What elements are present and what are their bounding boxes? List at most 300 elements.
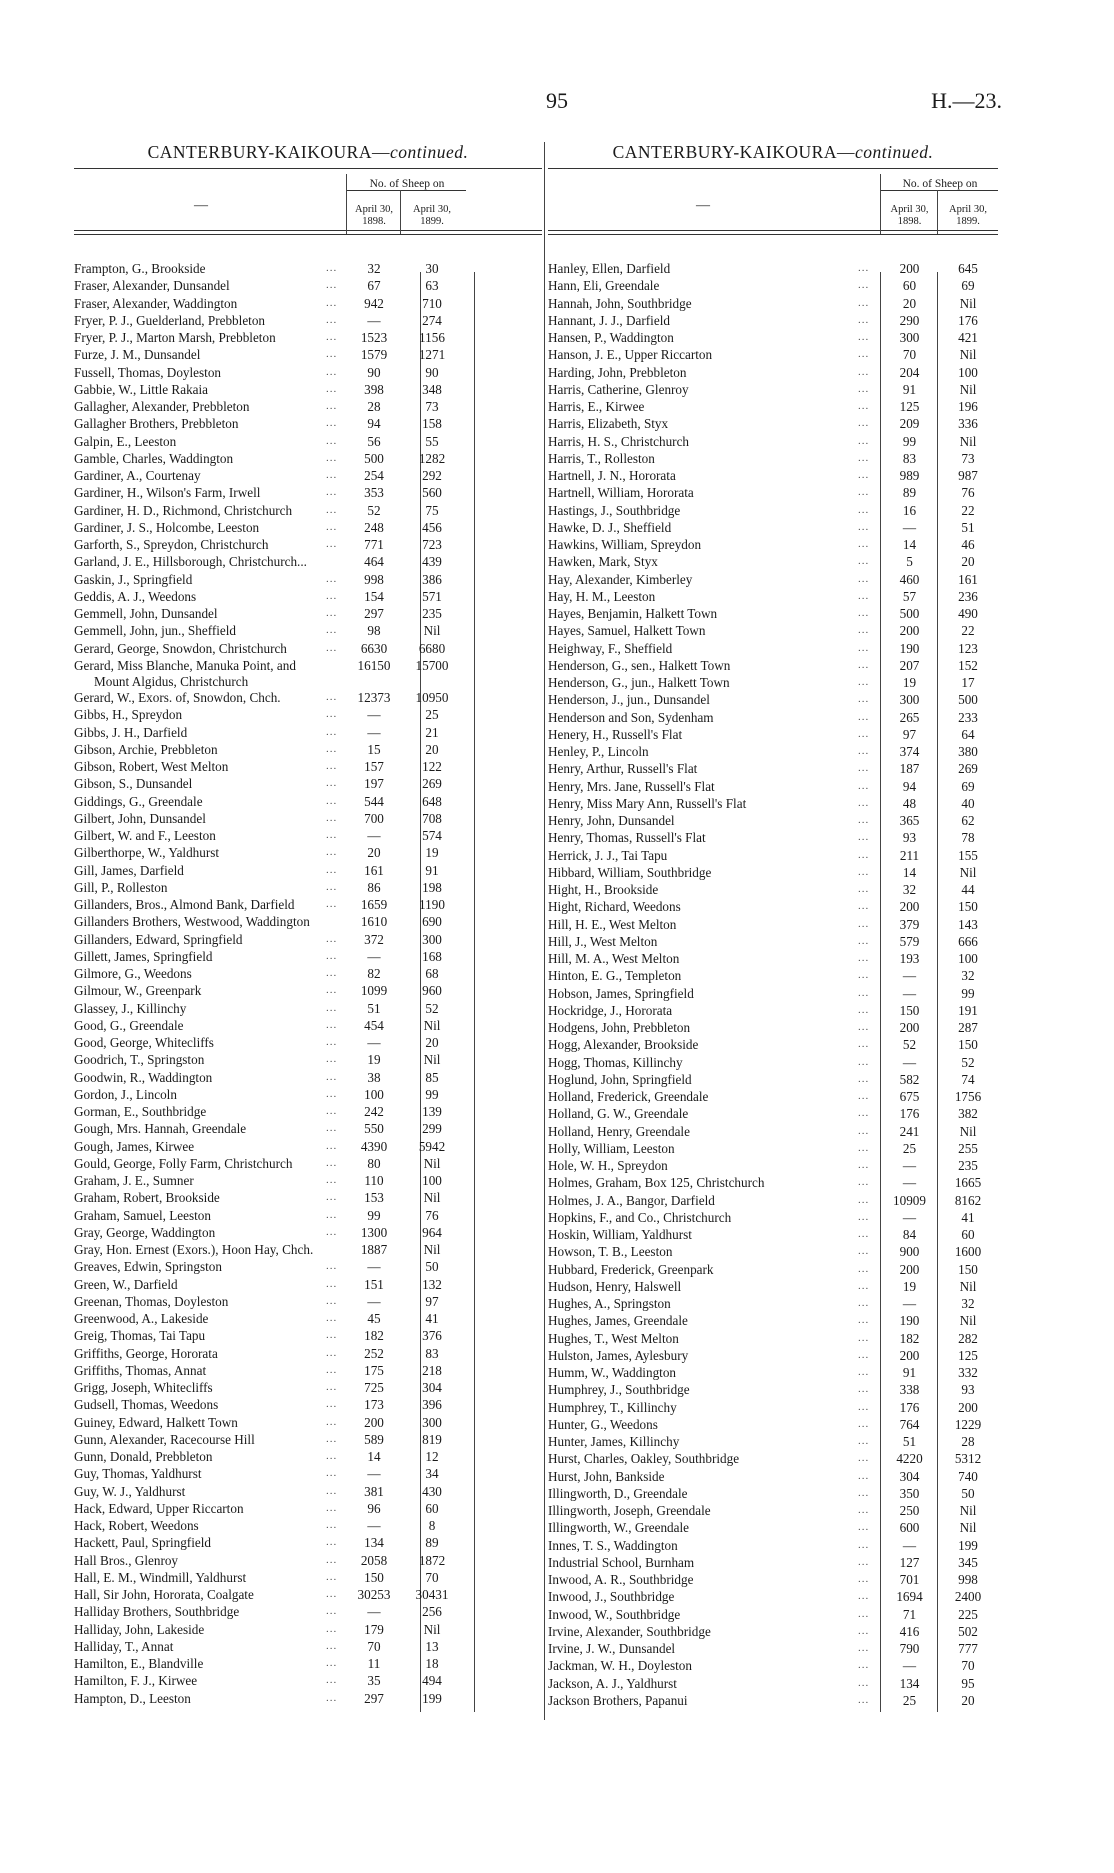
sheep-count-1898: 372 xyxy=(364,931,384,947)
leader-dots: ... xyxy=(326,296,338,309)
sheep-count-1898: 32 xyxy=(367,261,381,276)
owner-name: Gerard, Miss Blanche, Manuka Point, and xyxy=(74,657,296,673)
sheep-count-1899: Nil xyxy=(959,1503,977,1518)
owner-name: Irvine, Alexander, Southbridge xyxy=(548,1623,711,1639)
table-row xyxy=(74,1552,542,1569)
owner-name: Greenwood, A., Lakeside xyxy=(74,1311,209,1326)
leader-dots: ... xyxy=(326,932,338,945)
owner-name: Gabbie, W., Little Rakaia xyxy=(74,381,209,397)
owner-name: Humphrey, J., Southbridge xyxy=(548,1382,690,1398)
table-row xyxy=(548,795,998,812)
owner-name: Gamble, Charles, Waddington xyxy=(74,450,234,466)
sheep-count-1899: 571 xyxy=(422,588,442,604)
sheep-count-1898: 207 xyxy=(899,657,920,673)
owner-name: Hurst, Charles, Oakley, Southbridge xyxy=(548,1451,740,1467)
header-divider xyxy=(400,190,401,234)
sheep-count-1899: 73 xyxy=(961,450,975,466)
sheep-count-1899: 645 xyxy=(958,261,978,276)
leader-dots: ... xyxy=(326,1519,338,1531)
sheep-count-1898: 398 xyxy=(364,381,384,397)
sheep-count-1899: 723 xyxy=(422,537,442,552)
table-row xyxy=(74,896,542,913)
sheep-count-1898: 176 xyxy=(899,1399,920,1415)
owner-name: Gemmell, John, Dunsandel xyxy=(74,606,218,621)
header-rule-group xyxy=(346,190,466,191)
sheep-count-1898: 25 xyxy=(902,1692,917,1708)
table-row xyxy=(548,898,998,915)
sheep-count-1899: 63 xyxy=(425,278,439,294)
sheep-count-1898: 5 xyxy=(906,554,913,570)
table-row xyxy=(548,950,998,967)
sheep-count-1899: 28 xyxy=(961,1434,975,1449)
header-group-label: No. of Sheep on xyxy=(369,178,445,190)
owner-name: Henry, Thomas, Russell's Flat xyxy=(548,830,706,846)
leader-dots: ... xyxy=(858,348,870,361)
owner-name: Hunter, James, Killinchy xyxy=(548,1434,680,1449)
owner-name: Hanley, Ellen, Darfield xyxy=(548,261,671,276)
sheep-count-1898: 304 xyxy=(899,1468,920,1484)
sheep-count-1899: 74 xyxy=(961,1071,975,1087)
owner-name: Goodrich, T., Springston xyxy=(74,1052,205,1068)
sheep-count-1899: Nil xyxy=(423,1017,441,1033)
table-row xyxy=(74,295,542,312)
sheep-count-1898: — xyxy=(367,948,381,964)
sheep-count-1899: 336 xyxy=(958,416,978,432)
leader-dots: ... xyxy=(858,1624,870,1637)
sheep-count-1898: 70 xyxy=(367,1638,381,1654)
sheep-count-1899: 218 xyxy=(422,1362,442,1378)
sheep-count-1899: 20 xyxy=(425,1035,439,1050)
leader-dots: ... xyxy=(858,1090,870,1102)
leader-dots: ... xyxy=(858,1452,870,1465)
table-row xyxy=(74,706,542,723)
sheep-count-1899: 332 xyxy=(958,1365,978,1380)
header-rule-top xyxy=(74,168,542,169)
sheep-count-1899: 1756 xyxy=(954,1089,982,1104)
owner-name: Halliday Brothers, Southbridge xyxy=(74,1604,240,1620)
sheep-count-1898: 4390 xyxy=(360,1138,388,1154)
leader-dots: ... xyxy=(858,969,870,982)
left-title-italic: continued. xyxy=(389,142,469,162)
table-row xyxy=(74,519,542,536)
table-row xyxy=(74,827,542,844)
table-row xyxy=(548,760,998,777)
sheep-count-1899: 91 xyxy=(425,862,439,878)
owner-name: Gunn, Alexander, Racecourse Hill xyxy=(74,1431,255,1447)
leader-dots: ... xyxy=(326,742,338,755)
owner-name: Harris, Elizabeth, Styx xyxy=(548,416,669,432)
owner-name: Hamilton, F. J., Kirwee xyxy=(74,1673,198,1689)
owner-name: Heighway, F., Sheffield xyxy=(548,640,673,656)
owner-name: Hogg, Thomas, Killinchy xyxy=(548,1054,683,1070)
right-title-italic: continued. xyxy=(854,142,934,162)
table-row xyxy=(548,881,998,898)
sheep-count-1898: 989 xyxy=(899,468,920,483)
sheep-count-1898: 20 xyxy=(902,295,917,311)
sheep-count-1899: 198 xyxy=(422,879,442,895)
owner-name: Inwood, J., Southbridge xyxy=(548,1589,675,1605)
owner-name: Hannah, John, Southbridge xyxy=(548,295,692,311)
sheep-count-1898: 701 xyxy=(899,1572,920,1587)
table-row xyxy=(548,864,998,881)
owner-name: Mount Algidus, Christchurch xyxy=(94,674,249,689)
leader-dots: ... xyxy=(326,434,338,447)
sheep-count-1899: 235 xyxy=(422,606,442,621)
leader-dots: ... xyxy=(858,952,870,964)
sheep-count-1899: 998 xyxy=(958,1572,978,1587)
sheep-count-1899: 960 xyxy=(422,983,442,999)
sheep-count-1898: 550 xyxy=(364,1121,384,1137)
owner-name: Hawkins, William, Spreydon xyxy=(548,537,702,552)
sheep-count-1899: Nil xyxy=(959,1123,977,1139)
leader-dots: ... xyxy=(326,1053,338,1066)
table-row xyxy=(548,260,998,277)
owner-name: Gaskin, J., Springfield xyxy=(74,571,193,587)
sheep-count-1899: 199 xyxy=(958,1537,978,1553)
sheep-count-1898: 48 xyxy=(902,795,917,811)
owner-name: Hibbard, William, Southbridge xyxy=(548,864,712,880)
sheep-count-1899: 304 xyxy=(422,1380,442,1395)
sheep-count-1898: 91 xyxy=(902,381,917,397)
owner-name: Gilmore, G., Weedons xyxy=(74,966,192,981)
owner-name: Gough, James, Kirwee xyxy=(74,1138,195,1154)
owner-name: Inwood, W., Southbridge xyxy=(548,1606,681,1622)
sheep-count-1898: 1099 xyxy=(360,983,388,999)
sheep-count-1899: 150 xyxy=(958,899,978,915)
sheep-count-1898: 790 xyxy=(899,1641,920,1656)
sheep-count-1898: 84 xyxy=(902,1227,917,1242)
sheep-count-1898: 242 xyxy=(364,1104,384,1119)
table-row xyxy=(548,1364,998,1381)
table-row xyxy=(74,1207,542,1224)
owner-name: Henry, John, Dunsandel xyxy=(548,813,675,828)
owner-name: Frampton, G., Brookside xyxy=(74,261,206,276)
leader-dots: ... xyxy=(326,691,338,703)
owner-name: Hackett, Paul, Springfield xyxy=(74,1535,211,1551)
table-row xyxy=(548,1105,998,1122)
table-row xyxy=(74,1327,542,1344)
sheep-count-1898: 771 xyxy=(364,537,384,552)
owner-name: Hack, Robert, Weedons xyxy=(74,1518,199,1533)
sheep-count-1898: 25 xyxy=(902,1140,917,1156)
sheep-count-1899: 8162 xyxy=(954,1192,982,1208)
sheep-count-1898: 134 xyxy=(899,1675,920,1691)
leader-dots: ... xyxy=(858,451,870,464)
sheep-count-1898: 98 xyxy=(367,623,381,639)
leader-dots: ... xyxy=(858,1366,870,1378)
table-row xyxy=(74,1500,542,1517)
sheep-count-1899: 51 xyxy=(961,519,975,535)
owner-name: Halliday, John, Lakeside xyxy=(74,1621,205,1637)
leader-dots: ... xyxy=(858,1072,870,1085)
leader-dots: ... xyxy=(326,1398,338,1411)
table-row xyxy=(74,1414,542,1431)
sheep-count-1899: 100 xyxy=(422,1173,442,1188)
sheep-count-1898: 11 xyxy=(367,1656,381,1671)
leader-dots: ... xyxy=(326,1329,338,1342)
owner-name: Gardiner, H., Wilson's Farm, Irwell xyxy=(74,485,261,501)
sheep-count-1898: 353 xyxy=(364,485,384,501)
sheep-count-1898: 190 xyxy=(899,640,920,656)
header-dash: — xyxy=(696,198,710,213)
sheep-count-1898: 90 xyxy=(367,364,381,380)
owner-name: Gerard, W., Exors. of, Snowdon, Chch. xyxy=(74,690,281,705)
sheep-count-1899: 300 xyxy=(422,1414,442,1430)
table-row xyxy=(548,622,998,639)
sheep-count-1899: 97 xyxy=(425,1293,439,1309)
sheep-count-1898: 96 xyxy=(367,1500,381,1516)
table-row xyxy=(548,1123,998,1140)
leader-dots: ... xyxy=(326,1001,338,1014)
leader-dots: ... xyxy=(858,1279,870,1292)
sheep-count-1899: 41 xyxy=(961,1209,975,1225)
owner-name: Geddis, A. J., Weedons xyxy=(74,588,197,604)
owner-name: Giddings, G., Greendale xyxy=(74,793,203,809)
sheep-count-1899: 76 xyxy=(961,485,975,501)
sheep-count-1899: 233 xyxy=(958,709,978,725)
leader-dots: ... xyxy=(326,607,338,619)
owner-name: Gorman, E., Southbridge xyxy=(74,1104,207,1119)
table-row xyxy=(74,1103,542,1120)
sheep-count-1898: 998 xyxy=(364,571,384,587)
sheep-count-1898: 94 xyxy=(902,778,917,794)
sheep-count-1898: 176 xyxy=(899,1106,920,1122)
owner-name: Gray, George, Waddington xyxy=(74,1224,216,1240)
table-row xyxy=(74,1603,542,1620)
sheep-count-1898: 1579 xyxy=(360,347,388,363)
sheep-count-1899: 20 xyxy=(425,741,439,757)
leader-dots: ... xyxy=(858,693,870,706)
table-row xyxy=(548,450,998,467)
sheep-count-1898: 200 xyxy=(899,623,920,639)
owner-name: Inwood, A. R., Southbridge xyxy=(548,1572,694,1587)
sheep-count-1899: 70 xyxy=(425,1569,439,1585)
sheep-count-1899: 1282 xyxy=(418,450,446,466)
owner-name: Jackson Brothers, Papanui xyxy=(548,1692,688,1708)
owner-name: Hill, H. E., West Melton xyxy=(548,916,677,932)
leader-dots: ... xyxy=(326,1588,338,1600)
sheep-count-1899: 740 xyxy=(958,1468,978,1484)
leader-dots: ... xyxy=(326,486,338,499)
sheep-count-1899: Nil xyxy=(423,1052,441,1068)
leader-dots: ... xyxy=(326,1450,338,1462)
sheep-count-1898: 12373 xyxy=(357,690,391,705)
table-row xyxy=(548,1071,998,1088)
leader-dots: ... xyxy=(858,382,870,395)
table-row xyxy=(74,1448,542,1465)
owner-name: Hamilton, E., Blandville xyxy=(74,1656,204,1671)
table-row xyxy=(74,844,542,861)
leader-dots: ... xyxy=(858,1314,870,1327)
table-row xyxy=(548,1588,998,1605)
owner-name: Hawken, Mark, Styx xyxy=(548,554,658,570)
sheep-count-1899: 18 xyxy=(425,1656,439,1671)
leader-dots: ... xyxy=(858,762,870,775)
table-row xyxy=(548,1054,998,1071)
leader-dots: ... xyxy=(326,829,338,841)
owner-name: Fryer, P. J., Guelderland, Prebbleton xyxy=(74,312,266,328)
owner-name: Gibson, Robert, West Melton xyxy=(74,759,229,774)
leader-dots: ... xyxy=(326,1674,338,1687)
table-row xyxy=(74,724,542,741)
sheep-count-1899: 83 xyxy=(425,1345,439,1361)
sheep-count-1898: 725 xyxy=(364,1380,384,1395)
leader-dots: ... xyxy=(858,1573,870,1585)
leader-dots: ... xyxy=(326,1174,338,1186)
leader-dots: ... xyxy=(858,1245,870,1258)
table-row xyxy=(74,484,542,501)
table-row xyxy=(74,1086,542,1103)
sheep-count-1899: 70 xyxy=(961,1658,975,1674)
sheep-count-1898: — xyxy=(367,1293,381,1309)
leader-dots: ... xyxy=(858,676,870,688)
sheep-count-1899: 255 xyxy=(958,1140,978,1156)
sheep-count-1898: 1694 xyxy=(896,1589,923,1605)
leader-dots: ... xyxy=(858,555,870,568)
owner-name: Henderson and Son, Sydenham xyxy=(548,709,714,725)
table-row xyxy=(548,295,998,312)
table-row xyxy=(548,1485,998,1502)
table-row xyxy=(548,415,998,432)
sheep-count-1898: 56 xyxy=(367,433,381,449)
owner-name: Hastings, J., Southbridge xyxy=(548,502,681,518)
table-row xyxy=(74,1517,542,1534)
table-row xyxy=(74,467,542,484)
leader-dots: ... xyxy=(326,1657,338,1669)
table-row xyxy=(548,1347,998,1364)
sheep-count-1898: 500 xyxy=(364,450,384,466)
leader-dots: ... xyxy=(326,1156,338,1169)
table-row xyxy=(548,743,998,760)
sheep-count-1898: 100 xyxy=(364,1086,384,1102)
owner-name: Jackman, W. H., Doyleston xyxy=(548,1658,692,1674)
leader-dots: ... xyxy=(858,1693,870,1706)
leader-dots: ... xyxy=(858,779,870,792)
sheep-count-1898: 379 xyxy=(899,916,920,932)
sheep-count-1898: 1300 xyxy=(360,1224,388,1240)
header-rule-mid xyxy=(74,230,542,231)
leader-dots: ... xyxy=(858,883,870,895)
table-row xyxy=(74,1672,542,1689)
leader-dots: ... xyxy=(326,1553,338,1566)
header-col-1898: April 30, 1898. xyxy=(890,204,929,227)
center-divider xyxy=(544,142,545,1720)
table-row xyxy=(548,933,998,950)
leader-dots: ... xyxy=(326,967,338,979)
table-row xyxy=(548,536,998,553)
sheep-count-1898: 350 xyxy=(899,1485,920,1501)
owner-name: Greig, Thomas, Tai Tapu xyxy=(74,1328,206,1344)
owner-name: Gilmour, W., Greenpark xyxy=(74,983,202,999)
sheep-count-1899: 30 xyxy=(425,261,439,276)
sheep-count-1898: 151 xyxy=(364,1276,384,1292)
sheep-count-1898: 582 xyxy=(899,1071,920,1087)
leader-dots: ... xyxy=(858,865,870,878)
owner-name: Henderson, G., sen., Halkett Town xyxy=(548,657,731,673)
sheep-count-1898: 200 xyxy=(899,899,920,915)
leader-dots: ... xyxy=(326,1691,338,1704)
sheep-count-1899: 386 xyxy=(422,571,442,587)
owner-name: Gill, James, Darfield xyxy=(74,862,184,878)
table-row xyxy=(74,1069,542,1086)
owner-name: Hill, M. A., West Melton xyxy=(548,951,680,966)
owner-name: Hoskin, William, Yaldhurst xyxy=(548,1227,692,1242)
leader-dots: ... xyxy=(858,917,870,930)
table-row xyxy=(548,312,998,329)
sheep-count-1899: 78 xyxy=(961,830,975,846)
owner-name: Henery, H., Russell's Flat xyxy=(548,726,683,742)
owner-name: Fraser, Alexander, Dunsandel xyxy=(74,278,230,294)
sheep-count-1898: 4220 xyxy=(896,1451,923,1467)
owner-name: Hughes, T., West Melton xyxy=(548,1330,679,1346)
owner-name: Gilbert, W. and F., Leeston xyxy=(74,828,216,843)
owner-name: Hockridge, J., Hororata xyxy=(548,1002,673,1018)
leader-dots: ... xyxy=(858,1383,870,1396)
owner-name: Holly, William, Leeston xyxy=(548,1140,675,1156)
sheep-count-1898: 209 xyxy=(899,416,920,432)
table-row xyxy=(74,931,542,948)
table-row xyxy=(74,913,542,930)
sheep-count-1898: — xyxy=(902,985,917,1001)
owner-name: Illingworth, Joseph, Greendale xyxy=(548,1503,711,1518)
sheep-count-1899: 8 xyxy=(428,1518,436,1533)
sheep-count-1898: 67 xyxy=(367,278,381,294)
table-row xyxy=(74,1621,542,1638)
sheep-count-1898: 99 xyxy=(902,433,917,449)
owner-name: Holland, G. W., Greendale xyxy=(548,1106,689,1122)
table-row xyxy=(74,1224,542,1241)
sheep-count-1899: 1600 xyxy=(954,1244,982,1260)
leader-dots: ... xyxy=(326,1639,338,1652)
owner-name: Greaves, Edwin, Springston xyxy=(74,1259,222,1275)
sheep-count-1898: 764 xyxy=(899,1416,920,1432)
sheep-count-1898: 10909 xyxy=(893,1192,926,1208)
table-row xyxy=(548,726,998,743)
leader-dots: ... xyxy=(858,1400,870,1413)
leader-dots: ... xyxy=(326,880,338,893)
table-row xyxy=(548,1640,998,1657)
sheep-count-1899: 100 xyxy=(958,364,978,380)
owner-name: Hughes, A., Springston xyxy=(548,1296,671,1311)
table-row xyxy=(548,1450,998,1467)
sheep-count-1899: 93 xyxy=(961,1382,975,1398)
sheep-count-1899: 500 xyxy=(958,692,978,708)
sheep-count-1899: 299 xyxy=(422,1121,442,1137)
sheep-count-1898: 150 xyxy=(899,1002,920,1018)
table-row xyxy=(74,260,542,277)
sheep-count-1899: 25 xyxy=(425,707,439,723)
table-row xyxy=(74,1690,542,1707)
sheep-count-1899: 125 xyxy=(958,1347,978,1363)
sheep-count-1899: 17 xyxy=(961,675,975,690)
leader-dots: ... xyxy=(858,624,870,637)
sheep-count-1899: 44 xyxy=(961,882,975,897)
sheep-count-1898: — xyxy=(902,1054,917,1070)
leader-dots: ... xyxy=(858,1555,870,1568)
leader-dots: ... xyxy=(326,451,338,464)
table-row xyxy=(74,502,542,519)
owner-name: Henry, Arthur, Russell's Flat xyxy=(548,761,698,777)
leader-dots: ... xyxy=(326,1605,338,1618)
owner-name: Good, G., Greendale xyxy=(74,1017,184,1033)
owner-name: Hill, J., West Melton xyxy=(548,933,658,949)
table-row xyxy=(74,1362,542,1379)
leader-dots: ... xyxy=(858,296,870,309)
owner-name: Griffiths, Thomas, Annat xyxy=(74,1362,207,1378)
header-divider xyxy=(346,174,347,234)
owner-name: Griffiths, George, Hororata xyxy=(74,1345,218,1361)
sheep-count-1899: 69 xyxy=(961,278,975,294)
